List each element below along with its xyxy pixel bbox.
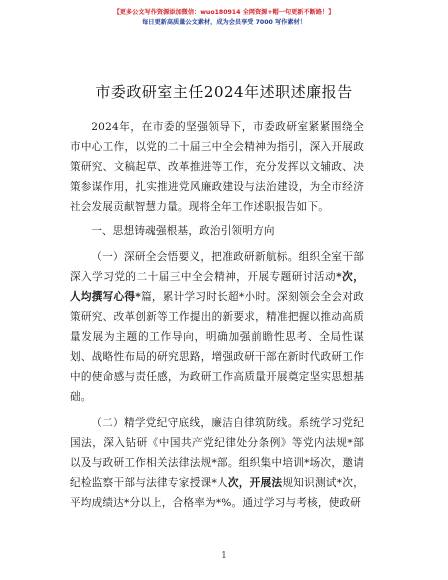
subsection-2-paragraph bbox=[70, 413, 364, 513]
subsection-1-bold-text: *次，人均撰写心得* bbox=[70, 271, 364, 303]
subsection-2-text-a: 系统学习党纪国法，深入钻研《中国共产党纪律处分条例》等党内法规*部以及与政研工作相关法律法规*部。组织集中培训*场次，邀请纪检监察干部与法律专家授课*人 bbox=[70, 417, 364, 489]
subsection-2-title: （二）精学党纪守底线，廉洁自律筑防线。 bbox=[91, 417, 299, 429]
document-title: 市委政研室主任2024年述职述廉报告 bbox=[95, 83, 353, 101]
promo-banner-line-1: 【更多公文写作资源添加微信：wuo180914 全网资源+帽一句更新不断路！】 bbox=[113, 9, 335, 16]
section-heading: 一、思想铸魂强根基，政治引领明方向 bbox=[91, 225, 275, 237]
subsection-1-paragraph bbox=[70, 247, 364, 407]
promo-banner-line-2: 每日更新高质量公文素材，成为会员享受 7000 写作素材！ bbox=[142, 19, 306, 26]
subsection-2-bold-text: 次，开展法 bbox=[227, 477, 283, 489]
subsection-1-text-a: 组织全室干部深入学习党的二十届三中全会精神，开展专题研讨活动 bbox=[70, 251, 364, 283]
document-body bbox=[70, 117, 364, 519]
subsection-1-title: （一）深研全会悟要义，把准政研新航标。 bbox=[91, 251, 299, 263]
subsection-2-text-b: 规知识测试*次，平均成绩达*分以上，合格率为*%。通过学习与考核，使政研 bbox=[70, 477, 364, 509]
page-number: 1 bbox=[221, 551, 227, 561]
promo-banner bbox=[0, 8, 448, 28]
subsection-1-text-b: 篇，累计学习时长超*小时。深刻领会全会对政策研究、改革创新等工作提出的新要求，精准把握以推动高质量发展为主题的工作导向，明确加强前瞻性思考、全局性谋划、战略性布局的研究思路，增强政研干部在新时代政研工作中的使命感与责任感，为政研工作高质量开展奠定坚实思想基础。 bbox=[70, 291, 364, 403]
intro-paragraph: 2024年，在市委的坚强领导下，市委政研室紧紧围绕全市中心工作，以党的二十届三中全会精神为指引，深入开展政策研究、文稿起草、改革推进等工作，充分发挥以文辅政、决策参谋作用，扎实推进党风廉政建设与法治建设，为全市经济社会发展贡献智慧力量。现将全年工作述职报告如下。 bbox=[70, 121, 364, 213]
